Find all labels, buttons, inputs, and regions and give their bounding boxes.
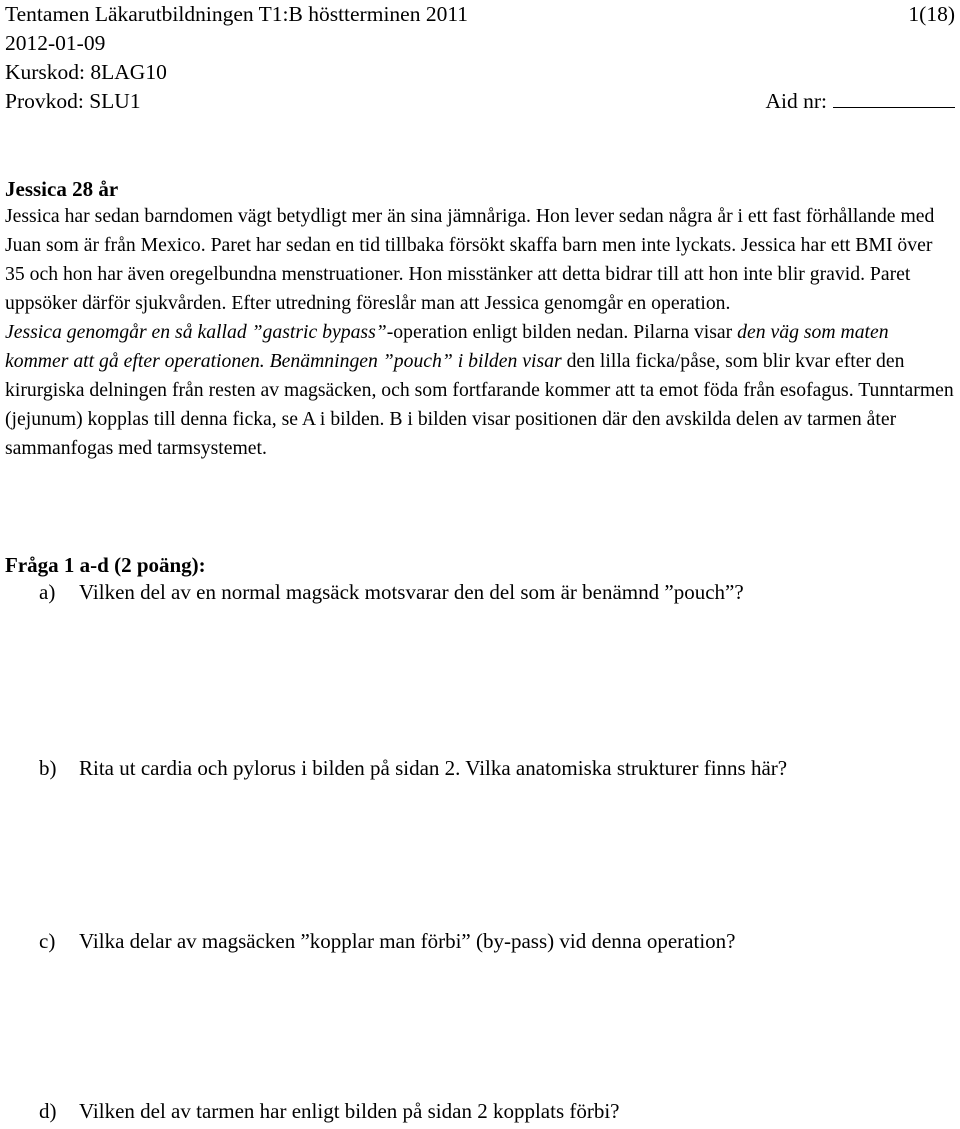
question-item-b [39,754,787,782]
case-text-3: den lilla ficka/påse, som blir kvar efter den kirurgiska delningen från resten av magsäcken, och som fortfarande kommer att ta emot föda från esofagus. Tunntarmen (jejunum) kopplas till denna ficka, se A i bilden. B i bilden visar positionen där den avskilda delen av tarmen åter sammanfogas med tarmsystemet. [5,350,954,459]
exam-title: Tentamen Läkarutbildningen T1:B höstterminen 2011 [5,2,469,26]
question-title: Fråga 1 a-d (2 poäng): [5,553,206,577]
question-item-d [39,1097,620,1125]
exam-page [5,0,955,1129]
course-code: Kurskod: 8LAG10 [5,60,167,84]
case-paragraph: Jessica har sedan barndomen vägt betydligt mer än sina jämnåriga. Hon lever sedan några år i ett fast förhållande med Juan som är från Mexico. Paret har sedan en tid tillbaka försökt skaffa barn men inte lyckats. Jessica har ett BMI över 35 och hon har även oregelbundna menstruationer. Hon misstänker att detta bidrar till att hon inte blir gravid. Paret uppsöker därför sjukvården. Efter utredning föreslår man att Jessica genomgår en operation. [5,205,935,314]
question-text: Vilka delar av magsäcken ”kopplar man förbi” (by-pass) vid denna operation? [79,929,736,953]
question-text: Rita ut cardia och pylorus i bilden på sidan 2. Vilka anatomiska strukturer finns här? [79,756,788,780]
aid-blank-line[interactable] [833,87,955,108]
question-item-a [39,578,744,606]
case-italic-text-2: den väg som maten kommer att gå efter operationen. Benämningen ”pouch” i bilden visar [5,321,889,372]
page-number: 1(18) [908,2,955,26]
case-title: Jessica 28 år [5,177,119,201]
question-letter: b) [39,756,57,780]
aid-label: Aid nr: [765,89,827,113]
question-text: Vilken del av en normal magsäck motsvarar den del som är benämnd ”pouch”? [79,580,744,604]
case-italic-text: Jessica genomgår en så kallad ”gastric bypass” [5,321,387,343]
case-description [5,202,955,463]
question-letter: a) [39,580,56,604]
question-item-c [39,927,736,955]
case-text: -operation enligt bilden nedan. Pilarna visar [386,321,733,343]
aid-number-field[interactable] [765,87,955,115]
question-letter: c) [39,929,56,953]
question-text: Vilken del av tarmen har enligt bilden på sidan 2 kopplats förbi? [79,1099,620,1123]
test-code: Provkod: SLU1 [5,89,141,113]
exam-date: 2012-01-09 [5,31,106,55]
question-letter: d) [39,1099,57,1123]
